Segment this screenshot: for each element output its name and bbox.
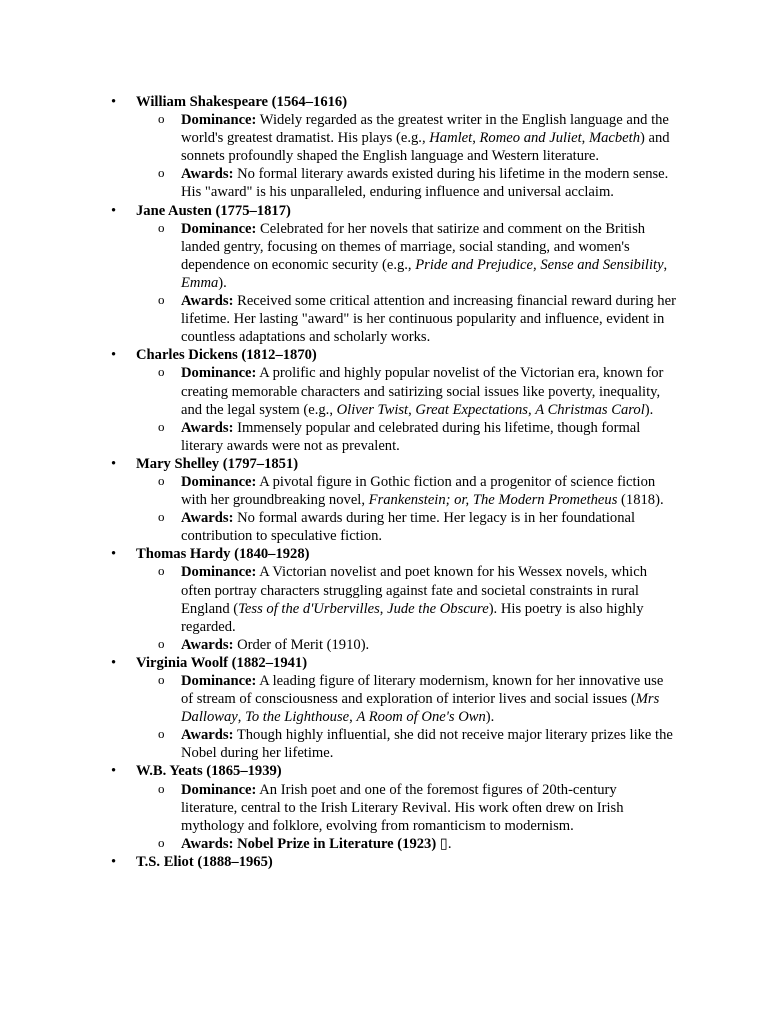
point-text: , (472, 130, 480, 147)
point-label: Awards: (181, 419, 234, 436)
author-list (0, 93, 768, 871)
work-title: Romeo and Juliet (479, 130, 582, 147)
author-details (136, 220, 676, 347)
author-name: William Shakespeare (1564–1616) (136, 94, 348, 110)
work-title: A Christmas Carol (535, 401, 645, 418)
point-text: , (533, 256, 541, 273)
author-details (136, 563, 676, 653)
author-item (0, 202, 676, 347)
author-details (136, 781, 676, 853)
author-name: Jane Austen (1775–1817) (136, 202, 291, 219)
sub-bullet-icon: o (158, 165, 165, 181)
point-text: No formal literary awards existed during his lifetime in the modern sense. His "award" is his unparalleled, enduring influence and universal acclaim. (181, 166, 669, 201)
work-title: Oliver Twist (336, 401, 409, 418)
dominance-item (136, 220, 676, 292)
point-text: Celebrated for her novels that satirize and comment on the British landed gentry, focusing on themes of marriage, social standing, and women's dependence on economic security (e.g., (181, 220, 646, 273)
author-name: W.B. Yeats (1865–1939) (136, 763, 282, 780)
point-text: . (447, 835, 452, 852)
author-name: Charles Dickens (1812–1870) (136, 347, 317, 364)
point-label: Awards: (181, 636, 234, 653)
document-body (0, 93, 768, 871)
bullet-icon: • (111, 546, 117, 563)
dominance-item (136, 563, 676, 635)
point-text: No formal awards during her time. Her legacy is in her foundational contribution to speculative fiction. (181, 510, 636, 545)
work-title: A Room of One's Own (356, 709, 486, 726)
author-item (0, 545, 676, 654)
point-text: , (408, 401, 416, 418)
sub-bullet-icon: o (158, 563, 165, 579)
point-text-bold: ▯ (439, 835, 448, 852)
author-details (136, 473, 676, 545)
work-title: Jude the Obscure (387, 600, 489, 617)
sub-bullet-icon: o (158, 364, 165, 380)
author-item (0, 853, 676, 871)
bullet-icon: • (111, 654, 117, 671)
point-text-bold: Nobel Prize in Literature (1923) (233, 835, 440, 852)
dominance-item (136, 364, 676, 418)
point-text: , (237, 709, 246, 726)
bullet-icon: • (111, 763, 117, 780)
sub-bullet-icon: o (158, 111, 165, 127)
point-label: Awards: (181, 835, 234, 852)
awards-item (136, 726, 676, 762)
point-text: Order of Merit (1910). (233, 636, 370, 653)
author-name: Virginia Woolf (1882–1941) (136, 654, 308, 671)
work-title: Emma (181, 274, 219, 291)
point-text: An Irish poet and one of the foremost figures of 20th-century literature, central to the Irish Literary Revival. His work often drew on Irish mythology and folklore, evolving from romanticism to modernism. (181, 781, 624, 834)
author-item (0, 654, 676, 763)
point-text: , (663, 256, 668, 273)
point-text: A Victorian novelist and poet known for his Wessex novels, which often portray characters struggling against fate and societal constraints in rural England ( (181, 564, 647, 617)
awards-item (136, 509, 676, 545)
point-label: Dominance: (181, 112, 257, 129)
sub-bullet-icon: o (158, 834, 165, 850)
point-text: , (349, 709, 357, 726)
point-text: ). (485, 709, 495, 726)
work-title: Great Expectations (415, 401, 528, 418)
work-title: Tess of the d'Urbervilles (238, 600, 380, 617)
bullet-icon: • (111, 853, 117, 870)
point-text: A prolific and highly popular novelist of the Victorian era, known for creating memorable characters and satirizing social issues like poverty, inequality, and the legal system (e.g., (181, 365, 664, 418)
awards-item (136, 165, 676, 201)
work-title: Hamlet (429, 130, 473, 147)
awards-item (136, 419, 676, 455)
sub-bullet-icon: o (158, 472, 165, 488)
dominance-item (136, 672, 676, 726)
sub-bullet-icon: o (158, 219, 165, 235)
bullet-icon: • (111, 94, 117, 110)
work-title: Pride and Prejudice (415, 256, 534, 273)
sub-bullet-icon: o (158, 780, 165, 796)
sub-bullet-icon: o (158, 292, 165, 308)
point-text: A leading figure of literary modernism, known for her innovative use of stream of consciousness and exploration of interior lives and social issues ( (181, 673, 664, 708)
author-name: T.S. Eliot (1888–1965) (136, 853, 273, 870)
work-title: Macbeth (588, 130, 641, 147)
awards-item (136, 636, 676, 654)
author-details (136, 364, 676, 454)
author-name: Thomas Hardy (1840–1928) (136, 546, 310, 563)
point-text: ). (644, 401, 654, 418)
point-label: Dominance: (181, 220, 257, 237)
point-label: Dominance: (181, 673, 257, 689)
bullet-icon: • (111, 455, 117, 472)
author-item (0, 762, 676, 852)
author-details (136, 111, 676, 201)
work-title: Frankenstein; or, The Modern Prometheus (368, 492, 618, 509)
author-item (0, 93, 676, 202)
point-text: ). His poetry is also highly regarded. (181, 600, 644, 635)
work-title: Mrs Dalloway (181, 691, 660, 726)
point-label: Awards: (181, 166, 234, 183)
point-label: Awards: (181, 293, 234, 310)
awards-item (136, 292, 676, 346)
point-text: A pivotal figure in Gothic fiction and a progenitor of science fiction with her groundbreaking novel, (181, 473, 656, 509)
sub-bullet-icon: o (158, 509, 165, 525)
point-text: ) and sonnets profoundly shaped the English language and Western literature. (181, 130, 670, 165)
author-details (136, 672, 676, 762)
awards-item (136, 835, 676, 853)
point-text: Widely regarded as the greatest writer in the English language and the world's greatest dramatist. His plays (e.g., (181, 112, 669, 147)
bullet-icon: • (111, 347, 117, 364)
point-label: Awards: (181, 510, 234, 527)
author-item (0, 455, 676, 545)
sub-bullet-icon: o (158, 418, 165, 434)
sub-bullet-icon: o (158, 726, 165, 742)
dominance-item (136, 473, 676, 509)
dominance-item (136, 111, 676, 165)
point-text: , (379, 600, 388, 617)
point-text: Though highly influential, she did not receive major literary prizes like the Nobel during her lifetime. (181, 727, 673, 762)
point-text: Received some critical attention and increasing financial reward during her lifetime. Her lasting "award" is her continuous popularity and influence, evident in countless adaptations and scholarly works. (181, 293, 676, 346)
author-name: Mary Shelley (1797–1851) (136, 455, 299, 472)
author-item (0, 346, 676, 455)
point-label: Dominance: (181, 564, 257, 581)
point-text: , (527, 401, 536, 418)
point-label: Dominance: (181, 781, 257, 798)
point-label: Dominance: (181, 473, 257, 490)
point-label: Dominance: (181, 365, 257, 382)
work-title: Sense and Sensibility (540, 256, 664, 273)
point-text: (1818). (617, 492, 664, 509)
work-title: To the Lighthouse (245, 709, 350, 726)
point-text: ). (218, 274, 227, 291)
point-text: Immensely popular and celebrated during his lifetime, though formal literary awards were not as prevalent. (181, 419, 641, 454)
bullet-icon: • (111, 202, 117, 219)
point-text: , (581, 130, 589, 147)
point-label: Awards: (181, 727, 234, 744)
dominance-item (136, 781, 676, 835)
sub-bullet-icon: o (158, 672, 165, 687)
sub-bullet-icon: o (158, 635, 165, 651)
